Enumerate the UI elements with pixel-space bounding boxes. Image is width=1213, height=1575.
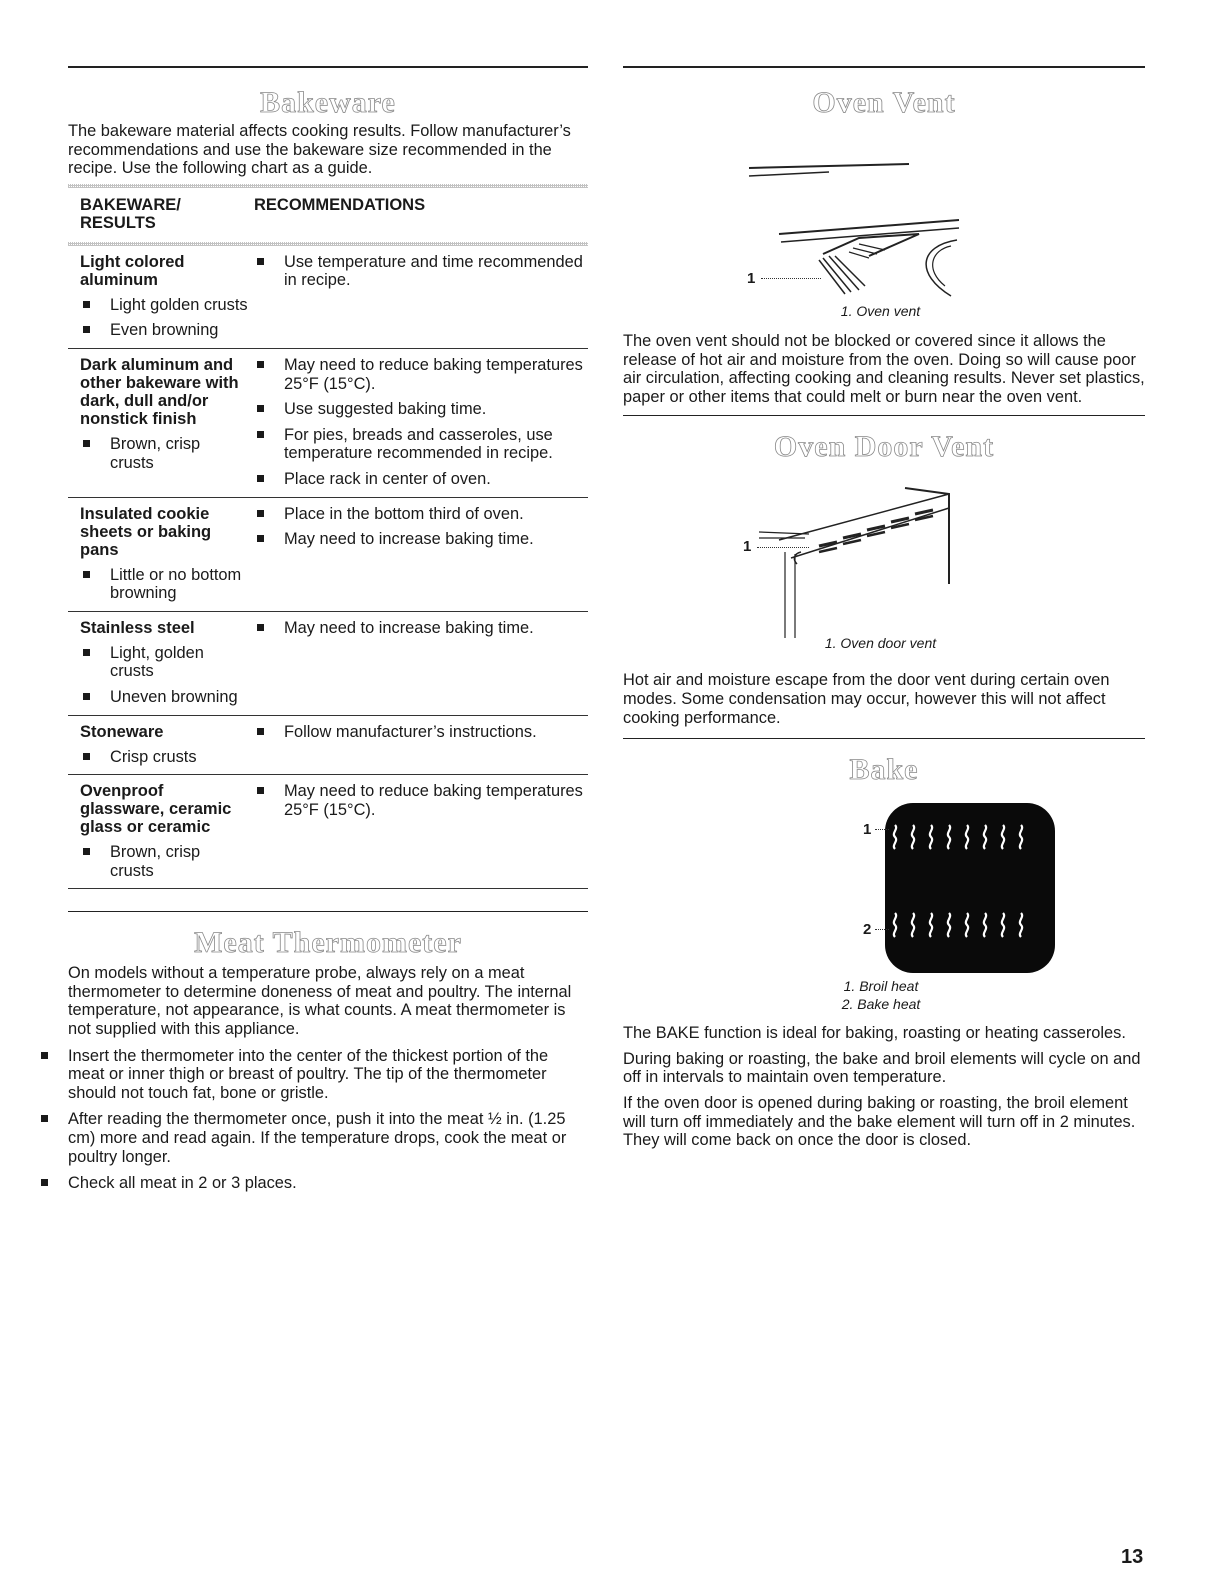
recommendations-list xyxy=(254,356,588,489)
oven-vent-body: The oven vent should not be blocked or covered since it allows the release of hot air and moisture from the oven. Doing so will cause poor air circulation, affecting cooking and cleaning results. Never set plastics, paper or other items that could melt or burn near the oven vent. xyxy=(623,332,1145,406)
recommendations-cell xyxy=(254,356,588,489)
bakeware-title: Bakeware xyxy=(260,86,396,119)
oven-door-vent-illustration xyxy=(719,468,1049,638)
recommendations-cell xyxy=(254,619,588,707)
material-name: Stainless steel xyxy=(80,618,195,637)
oven-door-vent-body: Hot air and moisture escape from the door vent during certain oven modes. Some condensation may occur, however this will not affect cooking performance. xyxy=(623,671,1110,727)
table-row xyxy=(68,349,588,498)
section-rule xyxy=(623,66,1145,68)
results-list xyxy=(80,748,248,767)
result-item: Light golden crusts xyxy=(80,296,248,315)
bake-paragraph: If the oven door is opened during baking or roasting, the broil element will turn off immediately and the bake element will turn off in 2 minutes. They will come back on once the door is closed. xyxy=(623,1093,1136,1150)
recommendations-cell xyxy=(254,253,588,340)
callout-1: 1 xyxy=(743,538,752,556)
recommendations-cell xyxy=(254,723,588,767)
callout-leader xyxy=(875,829,889,830)
table-header-border xyxy=(68,242,588,246)
section-rule xyxy=(623,738,1145,739)
bakeware-cell xyxy=(80,253,254,340)
recommendation-item: May need to increase baking time. xyxy=(254,530,588,549)
callout-leader xyxy=(875,929,889,930)
broil-heat-waves xyxy=(894,825,1022,849)
oven-vent-figure xyxy=(719,124,1049,304)
oven-vent-title: Oven Vent xyxy=(812,86,956,119)
oven-door-vent-figure xyxy=(719,468,1049,638)
col-header-recommendations: RECOMMENDATIONS xyxy=(254,195,426,214)
bakeware-intro: The bakeware material affects cooking results. Follow manufacturer’s recommendations and use the bakeware size recommended in the recipe. Use the following chart as a guide. xyxy=(68,122,571,178)
material-name: Light colored aluminum xyxy=(80,252,185,289)
callout-1: 1 xyxy=(747,270,756,287)
table-row xyxy=(68,246,588,349)
callout-2: 2 xyxy=(863,921,872,939)
results-list xyxy=(80,296,248,340)
meat-bullet: Insert the thermometer into the center of the thickest portion of the meat or inner thigh or breast of poultry. The tip of the thermometer should not touch fat, bone or gristle. xyxy=(38,1047,588,1103)
meat-bullet: After reading the thermometer once, push it into the meat ½ in. (1.25 cm) more and read again. If the temperature drops, cook the meat or poultry longer. xyxy=(38,1110,588,1166)
recommendations-list xyxy=(254,253,588,290)
recommendations-cell xyxy=(254,782,588,880)
meat-intro: On models without a temperature probe, always rely on a meat thermometer to determine doneness of meat and poultry. The internal temperature, not appearance, is what counts. A meat thermometer is not supplied with this appliance. xyxy=(68,964,572,1039)
section-rule xyxy=(68,66,588,68)
section-rule xyxy=(623,415,1145,416)
results-list xyxy=(80,644,248,707)
bakeware-cell xyxy=(80,782,254,880)
bake-paragraph: The BAKE function is ideal for baking, roasting or heating casseroles. xyxy=(623,1024,1126,1043)
broil-heat-caption: 1. Broil heat xyxy=(843,978,919,995)
table-row xyxy=(68,775,588,889)
bakeware-table xyxy=(68,246,588,890)
recommendation-item: May need to increase baking time. xyxy=(254,619,588,638)
right-column xyxy=(623,66,1145,1150)
material-name: Stoneware xyxy=(80,722,164,741)
results-list xyxy=(80,566,248,603)
meat-bullet: Check all meat in 2 or 3 places. xyxy=(38,1174,588,1193)
table-top-border xyxy=(68,184,588,188)
bakeware-cell xyxy=(80,356,254,489)
bakeware-cell xyxy=(80,619,254,707)
recommendations-list xyxy=(254,619,588,638)
col-header-bakeware: BAKEWARE/ RESULTS xyxy=(80,195,181,232)
oven-door-vent-caption: 1. Oven door vent xyxy=(824,635,937,652)
meat-bullet-list xyxy=(38,1047,588,1193)
bake-paragraph: During baking or roasting, the bake and broil elements will cycle on and off in intervals to maintain oven temperature. xyxy=(623,1049,1141,1087)
bake-heat-caption: 2. Bake heat xyxy=(841,996,921,1013)
recommendation-item: Place in the bottom third of oven. xyxy=(254,505,588,524)
result-item: Light, golden crusts xyxy=(80,644,248,681)
bake-title: Bake xyxy=(849,753,919,787)
oven-vent-caption: 1. Oven vent xyxy=(840,303,921,319)
recommendation-item: For pies, breads and casseroles, use temperature recommended in recipe. xyxy=(254,426,588,463)
result-item: Uneven browning xyxy=(80,688,248,707)
result-item: Even browning xyxy=(80,321,248,340)
recommendations-list xyxy=(254,723,588,742)
bake-body xyxy=(623,1024,1145,1150)
result-item: Brown, crisp crusts xyxy=(80,843,248,880)
table-row xyxy=(68,716,588,776)
bake-heat-waves xyxy=(894,913,1022,937)
section-rule xyxy=(68,911,588,912)
recommendations-cell xyxy=(254,505,588,603)
result-item: Crisp crusts xyxy=(80,748,248,767)
table-header xyxy=(68,188,588,242)
table-row xyxy=(68,612,588,716)
heat-elements-graphic xyxy=(885,803,1055,973)
recommendation-item: Follow manufacturer’s instructions. xyxy=(254,723,588,742)
bakeware-cell xyxy=(80,723,254,767)
callout-leader xyxy=(757,547,809,548)
bakeware-cell xyxy=(80,505,254,603)
recommendations-list xyxy=(254,505,588,549)
recommendation-item: Use temperature and time recommended in recipe. xyxy=(254,253,588,290)
recommendation-item: May need to reduce baking temperatures 25°F (15°C). xyxy=(254,356,588,393)
callout-leader xyxy=(761,278,821,279)
recommendation-item: Place rack in center of oven. xyxy=(254,470,588,489)
left-column xyxy=(68,66,588,1193)
material-name: Insulated cookie sheets or baking pans xyxy=(80,504,212,559)
material-name: Ovenproof glassware, ceramic glass or ceramic xyxy=(80,782,232,837)
recommendation-item: Use suggested baking time. xyxy=(254,400,588,419)
table-row xyxy=(68,498,588,612)
results-list xyxy=(80,435,248,472)
result-item: Little or no bottom browning xyxy=(80,566,248,603)
recommendation-item: May need to reduce baking temperatures 25°F (15°C). xyxy=(254,782,588,819)
bake-figure xyxy=(719,783,1049,947)
recommendations-list xyxy=(254,782,588,819)
callout-1: 1 xyxy=(863,821,872,839)
oven-vent-illustration xyxy=(719,124,1049,304)
oven-door-vent-title: Oven Door Vent xyxy=(773,430,995,464)
meat-thermometer-title: Meat Thermometer xyxy=(194,926,462,960)
result-item: Brown, crisp crusts xyxy=(80,435,248,472)
page-number: 13 xyxy=(1121,1546,1144,1568)
results-list xyxy=(80,843,248,880)
material-name: Dark aluminum and other bakeware with dark, dull and/or nonstick finish xyxy=(80,355,239,428)
